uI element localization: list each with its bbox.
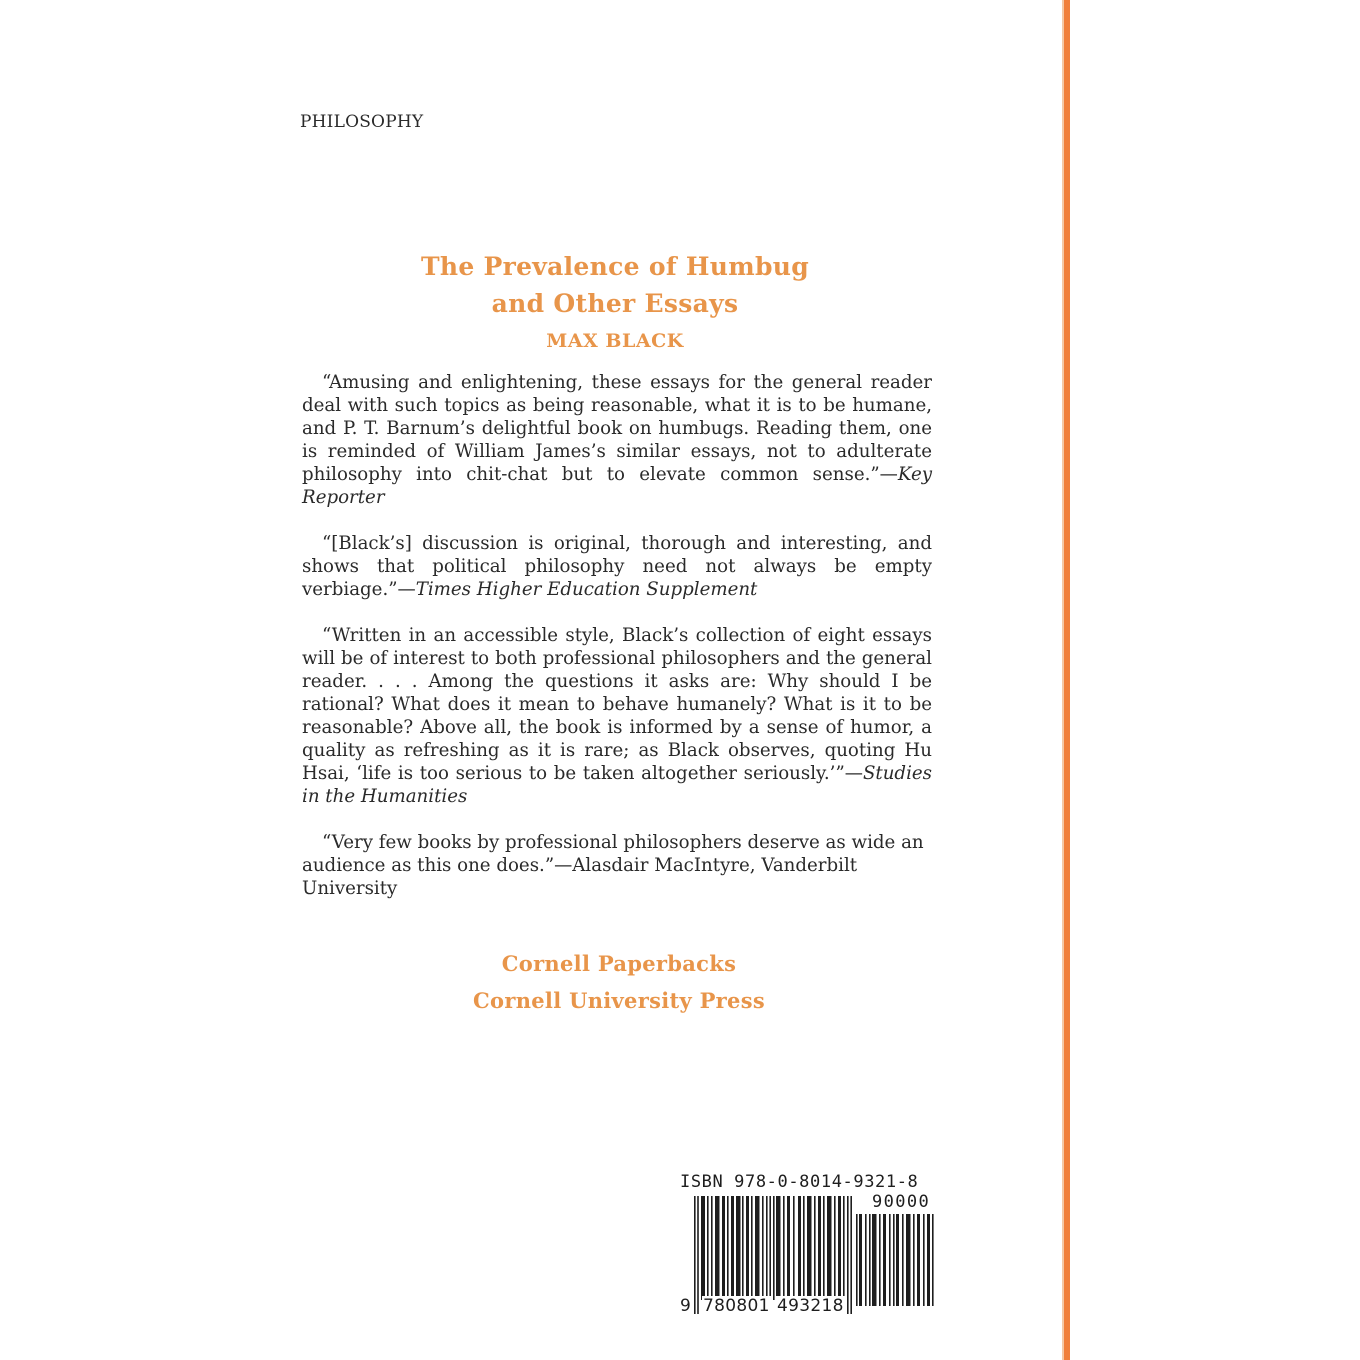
publisher-block: [300, 945, 938, 1019]
barcode-first-digit: 9: [680, 1296, 691, 1316]
review-blurbs: [302, 371, 932, 923]
book-title-line-1: The Prevalence of Humbug: [420, 252, 810, 281]
blurb-text: “Written in an accessible style, Black’s collection of eight essays will be of interest to both professional philosophers and the general reader. . . . Among the questions it asks are: Why should I be rational? What does it mean to behave humanely? What is it to be reasonable? Above all, the book is informed by a sense of humor, a quality as refreshing as it is rare; as Black observes, quoting Hu Hsai, ‘life is too serious to be taken altogether seriously.’”—: [302, 625, 932, 784]
isbn-label: ISBN 978-0-8014-9321-8: [680, 1172, 919, 1192]
blurb-text: “[Black’s] discussion is original, thorough and interesting, and shows that political philosophy need not always be empty verbiage.”—: [302, 533, 932, 600]
barcode-right-digits: 493218: [777, 1296, 844, 1316]
title-block: [300, 248, 930, 354]
blurb-source: Times Higher Education Supplement: [415, 579, 758, 600]
author-name: MAX BLACK: [546, 330, 684, 352]
book-title-line-2: and Other Essays: [491, 289, 739, 318]
price-addon-bars: [856, 1214, 934, 1306]
blurb-source: Key Reporter: [302, 464, 932, 508]
review-blurb: [302, 831, 932, 900]
spine-edge-line: [1064, 0, 1070, 1360]
price-code: 90000: [872, 1192, 931, 1212]
isbn-barcode: [680, 1172, 940, 1322]
blurb-source: Studies in the Humanities: [302, 763, 932, 807]
barcode-left-digits: 780801: [703, 1296, 770, 1316]
review-blurb: [302, 532, 932, 601]
review-blurb: [302, 624, 932, 808]
review-blurb: [302, 371, 932, 509]
blurb-text: “Very few books by professional philosophers deserve as wide an audience as this one does.”—Alasdair MacIntyre, Vanderbilt University: [302, 832, 924, 899]
blurb-text: “Amusing and enlightening, these essays for the general reader deal with such topics as being reasonable, what it is to be humane, and P. T. Barnum’s delightful book on humbugs. Reading them, one is reminded of William James’s similar essays, not to adulterate philosophy into chit-chat but to elevate common sense.”—: [302, 372, 932, 485]
series-name: Cornell Paperbacks: [501, 951, 737, 976]
publisher-name: Cornell University Press: [473, 988, 765, 1013]
category-label: PHILOSOPHY: [300, 112, 424, 132]
